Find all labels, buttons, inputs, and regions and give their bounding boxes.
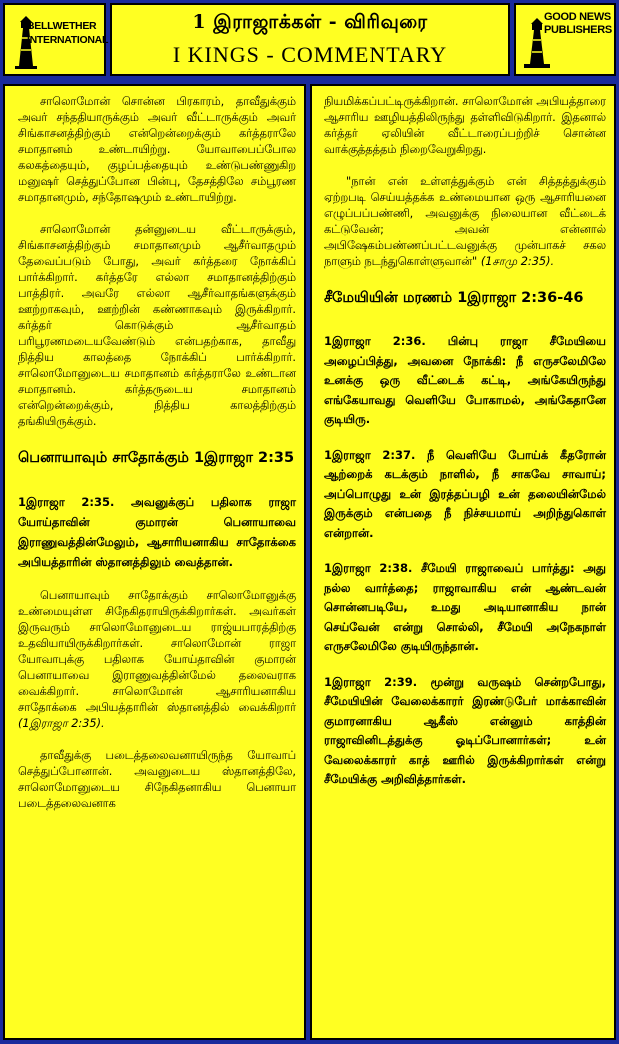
logo-line-1: GOOD NEWS — [544, 11, 611, 23]
page-title-tamil: 1 இராஜாக்கள் - விரிவுரை — [192, 11, 428, 33]
verse-quote: 1இராஜா 2:37. நீ வெளியே போய்க் கீதரோன் ஆற்றைக் கடக்கும் நாளில், நீ சாகவே சாவாய்; அப்பொழுது உன் இரத்தப்பழி உன் தலையின்மேல் இருக்கும் என்பதை நீ நிச்சயமாய் அறிந்துகொள் என்றான். — [324, 447, 606, 540]
paragraph: சாலொமோன் தன்னுடைய வீட்டாருக்கும், சிங்காசனத்திற்கும் சமாதானமும் ஆசீர்வாதமும் தேவைப்படும் போது, அவர் கர்த்தரை நோக்கிப் பார்க்கிறார். கர்த்தரே எல்லா சமாதானத்திற்கும் பாத்திரர். அவரே எல்லா ஆசீர்வாதங்களுக்கும் ஊற்றாகவும், ஊற்றின் கண்ணாகவும் இருக்கிறார். கர்த்தர் கொடுக்கும் ஆசீர்வாதம் பரிபூரணமடையவேண்டும் என்பதற்காக, தாவீது நித்திய காலத்தை நோக்கிப் பார்க்கிறார். சாலொமோனுடைய சமாதானம் கர்த்தராலே உண்டான சமாதானம். கர்த்தருடைய சமாதானம் என்றென்றைக்கும், நித்திய காலத்திற்கும் தங்கியிருக்கும். — [18, 223, 296, 428]
paragraph: நியமிக்கப்பட்டிருக்கிறான். சாலொமோன் அபியத்தாரை ஆசாரிய ஊழியத்திலிருந்து தள்ளிவிடுகிறார். இதனால் கர்த்தர் ஏலியின் வீட்டாரைப்பற்றிச் சொன்ன வாக்குத்தத்தம் நிறைவேறுகிறது. — [324, 95, 606, 156]
bellwether-logo-text — [27, 19, 108, 47]
paragraph: சாலொமோன் சொன்ன பிரகாரம், தாவீதுக்கும் அவர் சந்ததியாருக்கும் அவர் வீட்டாருக்கும் அவர் சிங்காசனத்திற்கும் என்றென்றைக்கும் கர்த்தராலே சமாதானம் உண்டாயிற்று. யோவாபைப்போல கலகத்தையும், குழப்பத்தையும் உண்டுபண்ணுகிற மனுஷர் செத்துப்போன பின்பு, தேசத்திலே சம்பூரண சமாதானமும், சந்தோஷமும் உண்டாயிற்று. — [18, 95, 296, 204]
logo-line-1: BELLWETHER — [27, 20, 97, 32]
scripture-reference: (1சாமு 2:35). — [480, 255, 555, 268]
section-heading: பெனாயாவும் சாதோக்கும் 1இராஜா 2:35 — [18, 450, 295, 466]
paragraph: தாவீதுக்கு படைத்தலைவனாயிருந்த யோவாப் செத்துப்போனான். அவனுடைய ஸ்தானத்திலே, சாலொமோனுடைய சிநேகிதனாகிய பெனாயா படைத்தலைவனாக — [18, 749, 296, 810]
verse-quote: 1இராஜா 2:38. சீமேயி ராஜாவைப் பார்த்து: அது நல்ல வார்த்தை; ராஜாவாகிய என் ஆண்டவன் சொன்னபடியே, உமது அடியானாகிய நான் செய்வேன் என்று சொல்லி, சீமேயி அநேகநாள் எருசலேமிலே குடியிருந்தான். — [324, 561, 606, 653]
logo-line-2: PUBLISHERS — [544, 24, 612, 36]
title-box — [110, 3, 510, 76]
section-heading: சீமேயியின் மரணம் 1இராஜா 2:36-46 — [324, 290, 584, 306]
verse-quote: 1இராஜா 2:36. பின்பு ராஜா சீமேயியை அழைப்பித்து, அவனை நோக்கி: நீ எருசலேமிலே உனக்கு ஒரு வீட்டைக் கட்டி, அங்கேயிருந்து எங்கேயாவது வெளியே போகாமல், அங்கேதானே குடியிரு. — [324, 334, 606, 426]
good-news-logo-text — [544, 11, 612, 37]
bellwether-logo — [3, 3, 109, 76]
scripture-reference: (1இராஜா 2:35). — [18, 717, 105, 730]
paragraph-text: "நான் என் உள்ளத்துக்கும் என் சித்தத்துக்கும் ஏற்றபடி செய்யத்தக்க உண்மையான ஒரு ஆசாரியனை எழுப்பப்பண்ணி, அவனுக்கு நிலையான வீட்டைக் கட்டுவேன்; அவன் என்னால் அபிஷேகம்பண்ணப்பட்டவனுக்கு முன்பாகச் சகல நாளும் நடந்துகொள்ளுவான்" — [324, 175, 606, 268]
verse-quote: 1இராஜா 2:39. மூன்று வருஷம் சென்றபோது, சீமேயியின் வேலைக்காரர் இரண்டுபேர் மாக்காவின் குமாரனாகிய ஆகீஸ் என்னும் காத்தின் ராஜாவினிடத்துக்கு ஓடிப்போனார்கள்; உன் வேலைக்காரர் காத் ஊரில் இருக்கிறார்கள் என்று சீமேயிக்கு அறிவித்தார்கள். — [324, 674, 606, 786]
verse-quote: 1இராஜா 2:35. அவனுக்குப் பதிலாக ராஜா யோய்தாவின் குமாரன் பெனாயாவை இராணுவத்தின்மேலும், ஆசாரியனாகிய சாதோக்கை அபியத்தாரின் ஸ்தானத்திலும் வைத்தான். — [18, 495, 296, 569]
paragraph — [324, 174, 606, 270]
page-header — [0, 0, 619, 80]
good-news-logo — [514, 3, 616, 76]
logo-line-2: INTERNATIONAL — [27, 34, 109, 46]
paragraph — [18, 588, 296, 732]
page-title-english: I KINGS - COMMENTARY — [172, 42, 448, 67]
paragraph-text: பெனாயாவும் சாதோக்கும் சாலொமோனுக்கு உண்மையுள்ள சிநேகிதராயிருக்கிறார்கள். அவர்கள் இருவரும் சாலொமோனுடைய ராஜ்யபாரத்திற்கு உதவியாயிருக்கிறார்கள். சாலொமோன் ராஜா யோவாபுக்கு பதிலாக யோய்தாவின் குமாரன் பெனாயாவை இராணுவத்தின்மேல் தலைவராக வைக்கிறார். சாலொமோன் ஆசாரியனாகிய சாதோக்கை அபியத்தாரின் ஸ்தானத்தில் வைக்கிறார் — [18, 589, 296, 714]
right-column — [310, 84, 616, 1040]
left-column — [3, 84, 306, 1040]
